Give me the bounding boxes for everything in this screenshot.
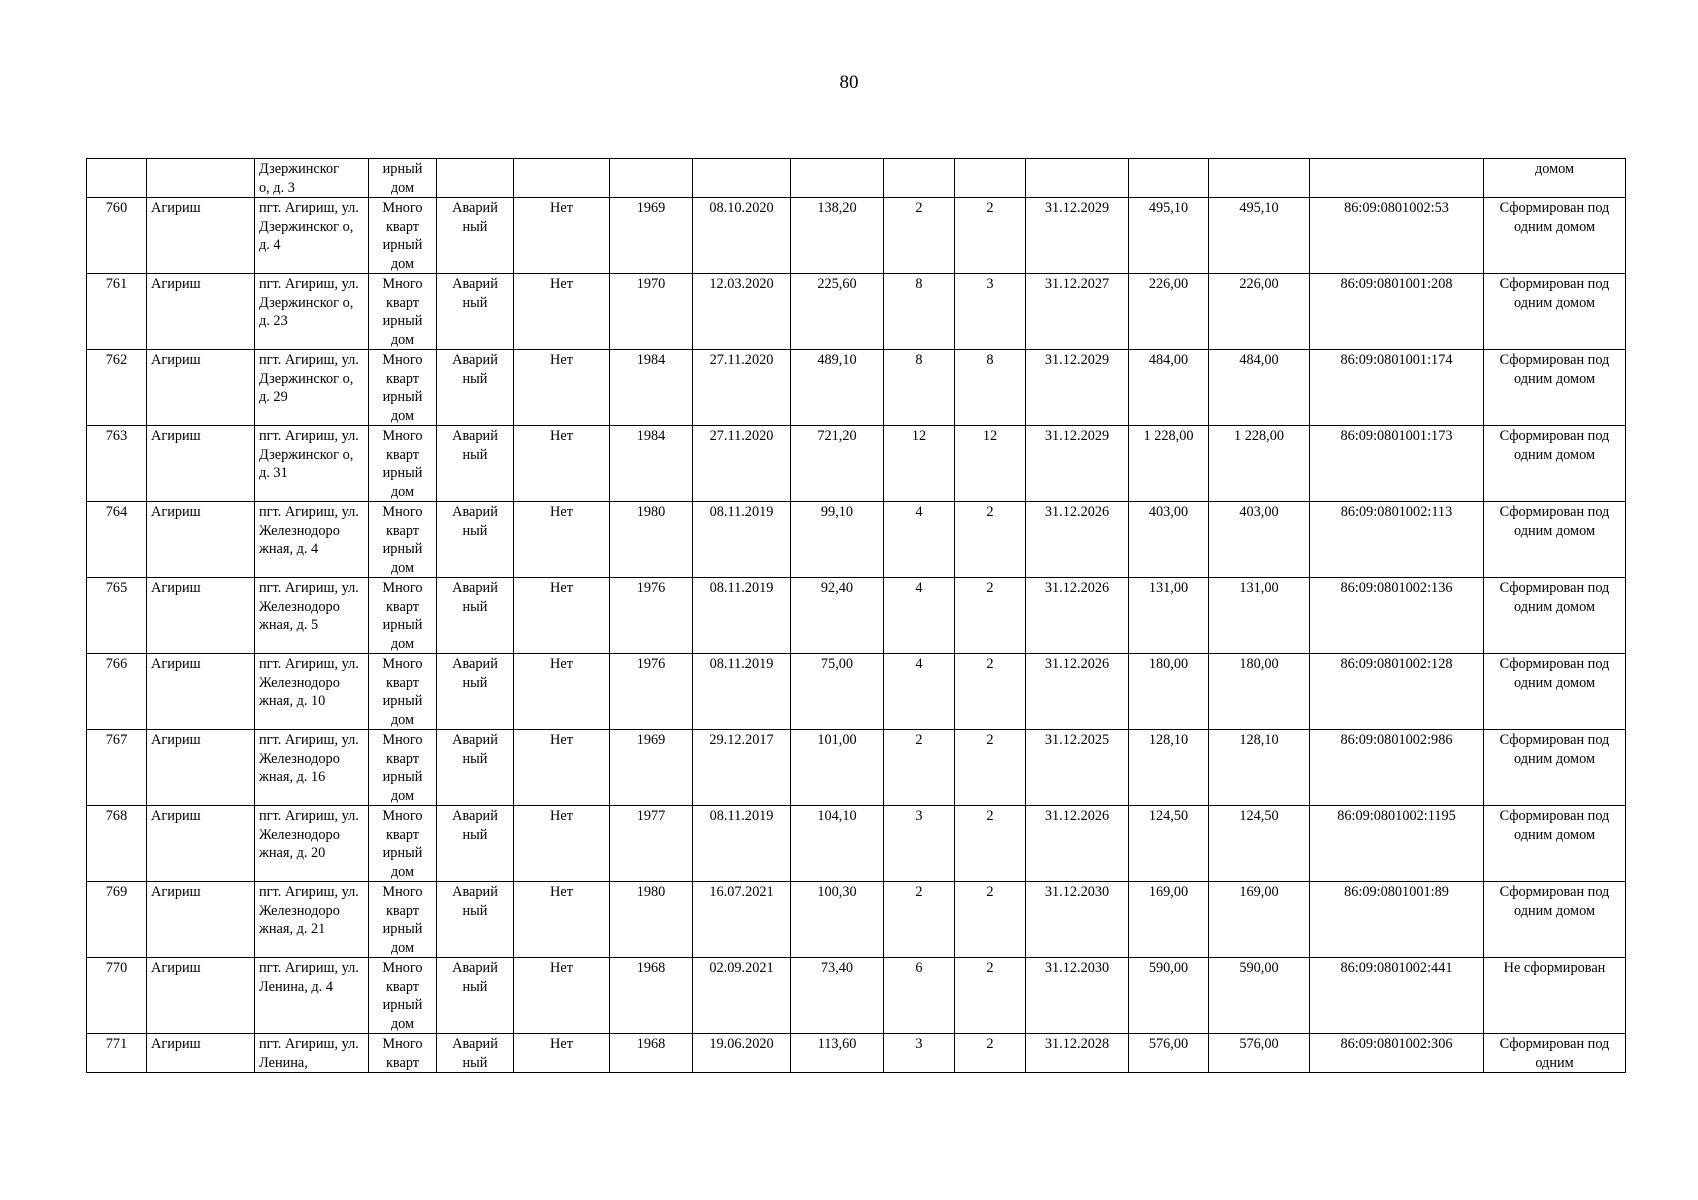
cell-date: 08.11.2019 [693,502,791,578]
cell-area: 92,40 [791,578,884,654]
cell-flag: Нет [514,578,610,654]
cell-settlement: Агириш [147,1034,255,1073]
cell-area: 73,40 [791,958,884,1034]
cell-settlement: Агириш [147,806,255,882]
cell-no: 767 [87,730,147,806]
cell-type: Много кварт ирный дом [369,882,437,958]
cell-condition: Аварий ный [437,958,514,1034]
cell-settlement: Агириш [147,958,255,1034]
cell-area [791,159,884,198]
cell-count-b: 2 [955,882,1026,958]
cell-type: Много кварт ирный дом [369,502,437,578]
cell-address: пгт. Агириш, ул. Ленина, [255,1034,369,1073]
cell-count-a: 2 [884,730,955,806]
cell-settlement: Агириш [147,198,255,274]
cell-condition: Аварий ный [437,198,514,274]
cell-value-a: 590,00 [1129,958,1209,1034]
cell-type: ирный дом [369,159,437,198]
cell-value-b: 576,00 [1209,1034,1310,1073]
cell-cadastral: 86:09:0801002:986 [1310,730,1484,806]
cell-type: Много кварт ирный дом [369,198,437,274]
table-row [87,502,1626,578]
cell-cadastral: 86:09:0801002:53 [1310,198,1484,274]
cell-count-a: 8 [884,350,955,426]
cell-no: 771 [87,1034,147,1073]
cell-value-a: 403,00 [1129,502,1209,578]
cell-date: 27.11.2020 [693,350,791,426]
cell-count-b: 2 [955,730,1026,806]
cell-deadline: 31.12.2025 [1026,730,1129,806]
cell-cadastral: 86:09:0801002:306 [1310,1034,1484,1073]
cell-deadline: 31.12.2026 [1026,502,1129,578]
cell-condition: Аварий ный [437,274,514,350]
cell-land: Сформирован под одним домом [1484,730,1626,806]
cell-address: пгт. Агириш, ул. Железнодоро жная, д. 4 [255,502,369,578]
cell-address: пгт. Агириш, ул. Железнодоро жная, д. 21 [255,882,369,958]
cell-condition: Аварий ный [437,1034,514,1073]
cell-land: Сформирован под одним домом [1484,578,1626,654]
cell-date: 19.06.2020 [693,1034,791,1073]
cell-condition: Аварий ный [437,882,514,958]
cell-count-b: 12 [955,426,1026,502]
cell-flag: Нет [514,654,610,730]
cell-address: пгт. Агириш, ул. Железнодоро жная, д. 5 [255,578,369,654]
cell-count-a: 4 [884,654,955,730]
cell-flag: Нет [514,806,610,882]
cell-year: 1980 [610,882,693,958]
cell-cadastral: 86:09:0801002:128 [1310,654,1484,730]
cell-date: 27.11.2020 [693,426,791,502]
cell-value-a: 128,10 [1129,730,1209,806]
cell-value-a: 495,10 [1129,198,1209,274]
cell-type: Много кварт ирный дом [369,274,437,350]
cell-count-b: 2 [955,958,1026,1034]
cell-value-b: 128,10 [1209,730,1310,806]
cell-cadastral: 86:09:0801002:136 [1310,578,1484,654]
cell-land: Сформирован под одним [1484,1034,1626,1073]
cell-address: пгт. Агириш, ул. Дзержинског о, д. 29 [255,350,369,426]
cell-area: 721,20 [791,426,884,502]
cell-date: 08.11.2019 [693,654,791,730]
cell-address: пгт. Агириш, ул. Дзержинског о, д. 31 [255,426,369,502]
cell-address: пгт. Агириш, ул. Железнодоро жная, д. 20 [255,806,369,882]
cell-flag [514,159,610,198]
cell-year: 1976 [610,654,693,730]
cell-address: пгт. Агириш, ул. Дзержинског о, д. 4 [255,198,369,274]
cell-value-a: 576,00 [1129,1034,1209,1073]
cell-deadline: 31.12.2026 [1026,806,1129,882]
cell-count-a: 2 [884,882,955,958]
cell-land: Сформирован под одним домом [1484,882,1626,958]
cell-count-b: 2 [955,654,1026,730]
cell-count-b: 2 [955,198,1026,274]
cell-area: 489,10 [791,350,884,426]
cell-no: 760 [87,198,147,274]
cell-value-a: 131,00 [1129,578,1209,654]
table-row [87,1034,1626,1073]
cell-date: 08.10.2020 [693,198,791,274]
table-row [87,654,1626,730]
cell-deadline: 31.12.2026 [1026,578,1129,654]
cell-no: 764 [87,502,147,578]
table-row-continued [87,159,1626,198]
cell-land: Сформирован под одним домом [1484,502,1626,578]
cell-no: 766 [87,654,147,730]
table-row [87,274,1626,350]
cell-condition: Аварий ный [437,350,514,426]
cell-cadastral: 86:09:0801001:174 [1310,350,1484,426]
cell-deadline: 31.12.2029 [1026,350,1129,426]
cell-count-a: 3 [884,806,955,882]
table-row [87,350,1626,426]
cell-condition: Аварий ный [437,806,514,882]
cell-value-b: 590,00 [1209,958,1310,1034]
cell-count-b: 8 [955,350,1026,426]
table-row [87,426,1626,502]
cell-date: 29.12.2017 [693,730,791,806]
cell-flag: Нет [514,426,610,502]
cell-deadline: 31.12.2030 [1026,882,1129,958]
cell-no: 768 [87,806,147,882]
cell-type: Много кварт ирный дом [369,350,437,426]
cell-year: 1968 [610,1034,693,1073]
cell-year: 1977 [610,806,693,882]
cell-condition: Аварий ный [437,426,514,502]
cell-value-b: 124,50 [1209,806,1310,882]
cell-address: Дзержинског о, д. 3 [255,159,369,198]
cell-deadline: 31.12.2029 [1026,198,1129,274]
cell-no: 762 [87,350,147,426]
cell-type: Много кварт [369,1034,437,1073]
cell-value-b: 226,00 [1209,274,1310,350]
cell-no: 770 [87,958,147,1034]
cell-year: 1984 [610,426,693,502]
cell-address: пгт. Агириш, ул. Дзержинског о, д. 23 [255,274,369,350]
table-row [87,882,1626,958]
table-row [87,198,1626,274]
cell-count-b [955,159,1026,198]
cell-flag: Нет [514,958,610,1034]
cell-value-a: 124,50 [1129,806,1209,882]
cell-area: 101,00 [791,730,884,806]
cell-area: 225,60 [791,274,884,350]
cell-count-b: 2 [955,806,1026,882]
cell-value-a: 169,00 [1129,882,1209,958]
cell-settlement: Агириш [147,350,255,426]
cell-settlement: Агириш [147,578,255,654]
cell-deadline: 31.12.2026 [1026,654,1129,730]
cell-land: Сформирован под одним домом [1484,806,1626,882]
cell-type: Много кварт ирный дом [369,806,437,882]
cell-land: Сформирован под одним домом [1484,274,1626,350]
cell-count-a: 3 [884,1034,955,1073]
cell-date: 12.03.2020 [693,274,791,350]
cell-cadastral: 86:09:0801002:113 [1310,502,1484,578]
cell-value-b: 1 228,00 [1209,426,1310,502]
cell-settlement [147,159,255,198]
cell-value-a: 1 228,00 [1129,426,1209,502]
cell-flag: Нет [514,274,610,350]
cell-no: 763 [87,426,147,502]
cell-date: 16.07.2021 [693,882,791,958]
cell-year [610,159,693,198]
cell-value-a: 484,00 [1129,350,1209,426]
cell-flag: Нет [514,730,610,806]
cell-settlement: Агириш [147,882,255,958]
cell-type: Много кварт ирный дом [369,730,437,806]
cell-value-a: 226,00 [1129,274,1209,350]
cell-no: 769 [87,882,147,958]
cell-year: 1968 [610,958,693,1034]
cell-value-b: 403,00 [1209,502,1310,578]
cell-no: 761 [87,274,147,350]
cell-land: Не сформирован [1484,958,1626,1034]
cell-count-a: 6 [884,958,955,1034]
cell-value-b: 495,10 [1209,198,1310,274]
cell-condition: Аварий ный [437,654,514,730]
cell-deadline: 31.12.2028 [1026,1034,1129,1073]
cell-area: 75,00 [791,654,884,730]
cell-count-b: 3 [955,274,1026,350]
cell-type: Много кварт ирный дом [369,426,437,502]
cell-date: 08.11.2019 [693,578,791,654]
cell-address: пгт. Агириш, ул. Железнодоро жная, д. 10 [255,654,369,730]
cell-cadastral [1310,159,1484,198]
cell-land: Сформирован под одним домом [1484,350,1626,426]
cell-year: 1984 [610,350,693,426]
cell-count-a: 2 [884,198,955,274]
cell-date: 02.09.2021 [693,958,791,1034]
cell-year: 1976 [610,578,693,654]
cell-settlement: Агириш [147,426,255,502]
cell-value-a: 180,00 [1129,654,1209,730]
table-row [87,806,1626,882]
cell-condition [437,159,514,198]
table-row [87,730,1626,806]
cell-type: Много кварт ирный дом [369,958,437,1034]
cell-deadline: 31.12.2027 [1026,274,1129,350]
cell-flag: Нет [514,1034,610,1073]
cell-count-a [884,159,955,198]
cell-land: домом [1484,159,1626,198]
cell-no: 765 [87,578,147,654]
cell-count-a: 8 [884,274,955,350]
cell-address: пгт. Агириш, ул. Железнодоро жная, д. 16 [255,730,369,806]
cell-deadline [1026,159,1129,198]
cell-area: 100,30 [791,882,884,958]
cell-condition: Аварий ный [437,730,514,806]
housing-registry-table [86,158,1626,1073]
cell-area: 113,60 [791,1034,884,1073]
cell-land: Сформирован под одним домом [1484,654,1626,730]
cell-date [693,159,791,198]
cell-deadline: 31.12.2029 [1026,426,1129,502]
cell-area: 104,10 [791,806,884,882]
cell-cadastral: 86:09:0801001:89 [1310,882,1484,958]
cell-count-b: 2 [955,502,1026,578]
cell-flag: Нет [514,198,610,274]
cell-cadastral: 86:09:0801001:173 [1310,426,1484,502]
cell-settlement: Агириш [147,274,255,350]
cell-count-a: 4 [884,578,955,654]
cell-value-b: 180,00 [1209,654,1310,730]
cell-address: пгт. Агириш, ул. Ленина, д. 4 [255,958,369,1034]
table-row [87,578,1626,654]
cell-condition: Аварий ный [437,578,514,654]
cell-land: Сформирован под одним домом [1484,198,1626,274]
cell-flag: Нет [514,502,610,578]
cell-area: 99,10 [791,502,884,578]
cell-count-b: 2 [955,578,1026,654]
cell-condition: Аварий ный [437,502,514,578]
cell-settlement: Агириш [147,502,255,578]
cell-cadastral: 86:09:0801002:1195 [1310,806,1484,882]
cell-value-b: 484,00 [1209,350,1310,426]
cell-no [87,159,147,198]
cell-flag: Нет [514,882,610,958]
cell-value-a [1129,159,1209,198]
cell-count-a: 4 [884,502,955,578]
table-row [87,958,1626,1034]
cell-year: 1970 [610,274,693,350]
cell-value-b: 169,00 [1209,882,1310,958]
cell-year: 1980 [610,502,693,578]
cell-settlement: Агириш [147,654,255,730]
cell-type: Много кварт ирный дом [369,578,437,654]
cell-deadline: 31.12.2030 [1026,958,1129,1034]
cell-settlement: Агириш [147,730,255,806]
cell-year: 1969 [610,198,693,274]
cell-value-b [1209,159,1310,198]
cell-value-b: 131,00 [1209,578,1310,654]
cell-area: 138,20 [791,198,884,274]
cell-count-b: 2 [955,1034,1026,1073]
cell-year: 1969 [610,730,693,806]
cell-flag: Нет [514,350,610,426]
cell-date: 08.11.2019 [693,806,791,882]
cell-cadastral: 86:09:0801002:441 [1310,958,1484,1034]
cell-cadastral: 86:09:0801001:208 [1310,274,1484,350]
page-number: 80 [839,72,859,93]
cell-type: Много кварт ирный дом [369,654,437,730]
cell-count-a: 12 [884,426,955,502]
cell-land: Сформирован под одним домом [1484,426,1626,502]
